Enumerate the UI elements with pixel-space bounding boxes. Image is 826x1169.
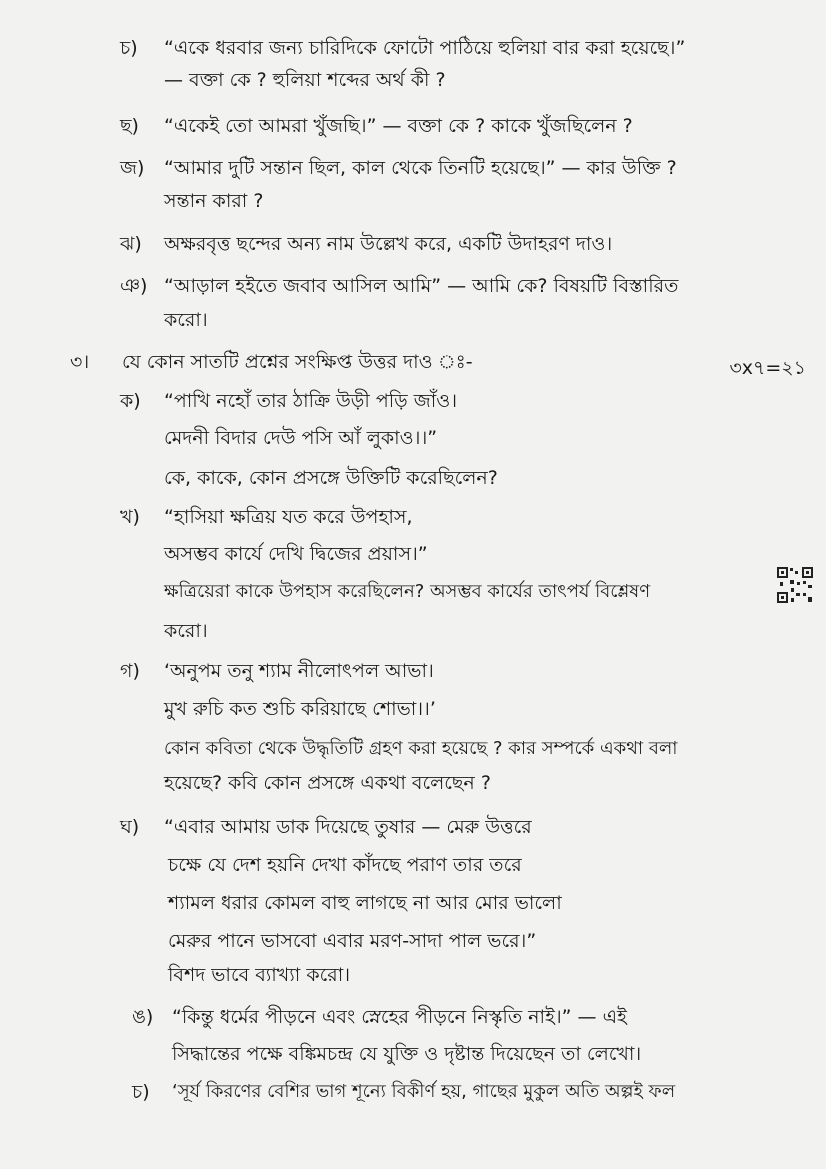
qr-code-icon	[776, 566, 814, 604]
question-text: করো।	[164, 309, 208, 331]
question-text: হয়েছে? কবি কোন প্রসঙ্গে একথা বলেছেন ?	[164, 772, 491, 794]
question-number: ৩।	[70, 351, 90, 373]
quote-line: ‘অনুপম তনু শ্যাম নীলোৎপল আভা।	[164, 660, 434, 682]
question-text: কে, কাকে, কোন প্রসঙ্গে উক্তিটি করেছিলেন?	[164, 467, 498, 489]
item-marker-umo: ঙ)	[132, 1006, 154, 1028]
quote-line: ‘সূর্য কিরণের বেশির ভাগ শূন্যে বিকীর্ণ হয়, গাছের মুকুল অতি অল্পই ফল	[172, 1081, 676, 1102]
question-text: অক্ষরবৃত্ত ছন্দের অন্য নাম উল্লেখ করে, একটি উদাহরণ দাও।	[164, 233, 613, 255]
quote-line: চক্ষে যে দেশ হয়নি দেখা কাঁদছে পরাণ তার তরে	[168, 854, 522, 876]
item-marker-chha: ছ)	[120, 115, 139, 137]
question-text: সন্তান কারা ?	[164, 190, 264, 212]
marks-allocation: ৩x৭=২১	[729, 357, 806, 379]
item-marker-jha: ঝ)	[120, 233, 142, 255]
quote-line: মেরুর পানে ভাসবো এবার মরণ-সাদা পাল ভরে।”	[168, 930, 537, 952]
item-marker-cha: চ)	[120, 37, 138, 59]
item-marker-kha: খ)	[120, 506, 140, 528]
question-text: সিদ্ধান্তের পক্ষে বঙ্কিমচন্দ্র যে যুক্তি ও দৃষ্টান্ত দিয়েছেন তা লেখো।	[172, 1043, 642, 1065]
quote-line: “পাখি নহোঁ তার ঠাক্রি উড়ী পড়ি জাঁও।	[164, 390, 458, 412]
item-marker-cha-2: চ)	[132, 1081, 150, 1103]
quote-line: মুখ রুচি কত শুচি করিয়াছে শোভা।।’	[164, 698, 436, 720]
question-text: ক্ষত্রিয়েরা কাকে উপহাস করেছিলেন? অসম্ভব কার্যের তাৎপর্য বিশ্লেষণ	[164, 581, 651, 602]
question-text: “একেই তো আমরা খুঁজছি।” — বক্তা কে ? কাকে খুঁজছিলেন ?	[164, 115, 633, 137]
item-marker-ka: ক)	[120, 390, 141, 412]
question-text: — বক্তা কে ? হুলিয়া শব্দের অর্থ কী ?	[164, 69, 446, 91]
quote-line: মেদনী বিদার দেউ পসি আঁ লুকাও।।”	[164, 427, 438, 449]
question-text: কোন কবিতা থেকে উদ্ধৃতিটি গ্রহণ করা হয়েছে ? কার সম্পর্কে একথা বলা	[164, 738, 678, 759]
item-marker-ja: জ)	[120, 157, 145, 179]
question-text: “আড়াল হইতে জবাব আসিল আমি” — আমি কে? বিষয়টি বিস্তারিত	[164, 275, 679, 297]
item-marker-nya: ঞ)	[120, 275, 148, 297]
question-text: “একে ধরবার জন্য চারিদিকে ফোটো পাঠিয়ে হুলিয়া বার করা হয়েছে।”	[164, 37, 686, 59]
question-text: “আমার দুটি সন্তান ছিল, কাল থেকে তিনটি হয়েছে।” — কার উক্তি ?	[164, 157, 677, 179]
quote-line: অসম্ভব কার্যে দেখি দ্বিজের প্রয়াস।”	[164, 543, 428, 565]
quote-line: “এবার আমায় ডাক দিয়েছে তুষার — মেরু উত্তরে	[164, 816, 532, 838]
question-instruction: যে কোন সাতটি প্রশ্নের সংক্ষিপ্ত উত্তর দাও ঃ-	[122, 351, 473, 373]
question-text: বিশদ ভাবে ব্যাখ্যা করো।	[168, 964, 351, 986]
item-marker-gha: ঘ)	[120, 816, 140, 838]
quote-line: শ্যামল ধরার কোমল বাহু লাগছে না আর মোর ভালো	[168, 892, 562, 914]
quote-line: “কিন্তু ধর্মের পীড়নে এবং স্নেহের পীড়নে নিস্কৃতি নাই।” — এই	[172, 1006, 627, 1028]
question-text: করো।	[164, 620, 208, 642]
item-marker-ga: গ)	[120, 660, 140, 682]
quote-line: “হাসিয়া ক্ষত্রিয় যত করে উপহাস,	[164, 506, 413, 528]
